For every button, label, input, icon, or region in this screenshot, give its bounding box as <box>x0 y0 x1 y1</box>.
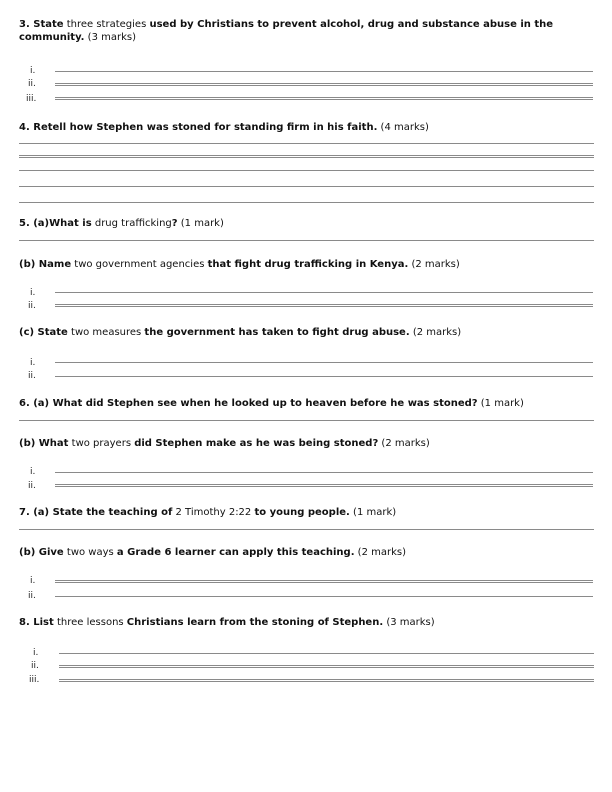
answer-line[interactable] <box>59 679 594 682</box>
q6a-text: 6. (a) What did Stephen see when he looked up to heaven before he was stoned? <box>19 398 478 409</box>
question-7b <box>19 546 594 559</box>
question-5b <box>19 258 594 271</box>
question-6a <box>19 397 594 410</box>
q3-marks: (3 marks) <box>84 32 136 43</box>
answer-label-i: i. <box>30 576 36 586</box>
q8-marks: (3 marks) <box>383 617 435 628</box>
q6b-mid: two prayers <box>68 438 135 449</box>
q6b-marks: (2 marks) <box>378 438 430 449</box>
q4-marks: (4 marks) <box>377 122 429 133</box>
q5c-verb: (c) State <box>19 327 68 338</box>
q5b-mid: two government agencies <box>71 259 208 270</box>
answer-label-ii: ii. <box>28 301 36 311</box>
question-3 <box>19 18 594 44</box>
q7b-marks: (2 marks) <box>354 547 407 558</box>
q8-verb: 8. List <box>19 617 54 628</box>
q5c-mid: two measures <box>67 327 145 338</box>
answer-line[interactable] <box>55 304 593 307</box>
answer-line[interactable] <box>55 292 593 293</box>
question-7a <box>19 506 594 519</box>
question-8 <box>19 616 594 629</box>
question-5c <box>19 326 594 339</box>
answer-line[interactable] <box>55 376 593 377</box>
answer-label-ii: ii. <box>28 79 36 89</box>
q6b-verb: (b) What <box>19 438 69 449</box>
answer-line[interactable] <box>59 653 594 654</box>
q8-rest: Christians learn from the stoning of Stephen. <box>126 617 384 628</box>
answer-line[interactable] <box>19 155 594 158</box>
question-6b <box>19 437 594 450</box>
answer-line[interactable] <box>55 362 593 363</box>
q5b-marks: (2 marks) <box>408 259 460 270</box>
answer-line[interactable] <box>19 143 594 144</box>
q5c-marks: (2 marks) <box>409 327 462 338</box>
q5a-marks: (1 mark) <box>177 218 224 229</box>
q5c-rest: the government has taken to fight drug abuse. <box>144 327 410 338</box>
q3-verb: 3. State <box>19 19 64 30</box>
q7a-marks: (1 mark) <box>349 507 397 518</box>
q7a-mid: 2 Timothy 2:22 <box>172 507 255 518</box>
answer-line[interactable] <box>19 420 594 421</box>
answer-line[interactable] <box>55 97 593 100</box>
q7a-verb: 7. (a) State the teaching of <box>19 507 173 518</box>
q7a-rest: to young people. <box>254 507 350 518</box>
q8-mid: three lessons <box>53 617 127 628</box>
answer-label-i: i. <box>30 358 36 368</box>
q7b-verb: (b) Give <box>19 547 64 558</box>
answer-label-iii: iii. <box>29 675 40 685</box>
answer-label-i: i. <box>33 648 39 658</box>
q5b-verb: (b) Name <box>19 259 72 270</box>
answer-label-ii: ii. <box>31 661 39 671</box>
answer-line[interactable] <box>59 665 594 668</box>
answer-label-i: i. <box>30 288 36 298</box>
q5a-mid: drug trafficking <box>91 218 172 229</box>
q5a-verb: 5. (a)What is <box>19 218 92 229</box>
q6a-marks: (1 mark) <box>477 398 524 409</box>
answer-line[interactable] <box>55 83 593 86</box>
answer-line[interactable] <box>55 580 593 583</box>
answer-line[interactable] <box>19 240 594 241</box>
answer-label-i: i. <box>30 66 36 76</box>
answer-line[interactable] <box>55 472 593 473</box>
q3-rest: used by Christians to prevent alcohol, drug and substance abuse in the community. <box>19 19 554 43</box>
q4-text: 4. Retell how Stephen was stoned for standing firm in his faith. <box>19 122 378 133</box>
answer-line[interactable] <box>19 202 594 203</box>
q5b-rest: that fight drug trafficking in Kenya. <box>207 259 409 270</box>
answer-label-ii: ii. <box>28 371 36 381</box>
answer-label-ii: ii. <box>28 481 36 491</box>
answer-line[interactable] <box>55 71 593 72</box>
question-4 <box>19 121 594 134</box>
q7b-mid: two ways <box>63 547 117 558</box>
answer-line[interactable] <box>19 529 594 530</box>
answer-label-ii: ii. <box>28 591 36 601</box>
answer-label-i: i. <box>30 467 36 477</box>
question-5a <box>19 217 594 230</box>
answer-line[interactable] <box>55 596 593 597</box>
q5a-qmark: ? <box>171 218 178 229</box>
answer-label-iii: iii. <box>26 94 37 104</box>
q3-mid: three strategies <box>63 19 150 30</box>
answer-line[interactable] <box>19 170 594 171</box>
answer-line[interactable] <box>55 484 593 487</box>
answer-line[interactable] <box>19 186 594 187</box>
q7b-rest: a Grade 6 learner can apply this teaching. <box>116 547 355 558</box>
q6b-rest: did Stephen make as he was being stoned? <box>134 438 379 449</box>
